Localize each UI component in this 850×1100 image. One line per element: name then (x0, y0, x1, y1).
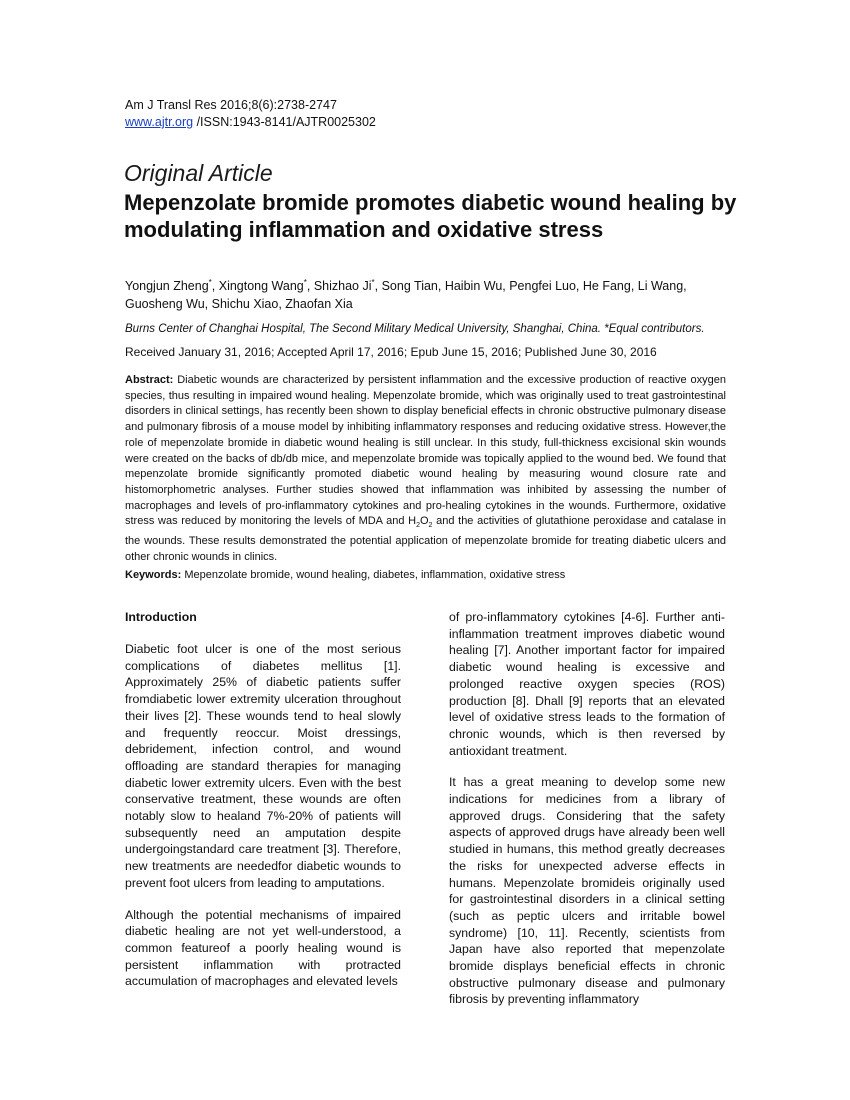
equal-contrib-mark: * (208, 278, 212, 287)
keywords (125, 567, 726, 583)
author-name: Xingtong Wang (218, 279, 304, 294)
author-name: Shizhao Ji (313, 279, 372, 294)
author-names-rest: Song Tian, Haibin Wu, Pengfei Luo, He Fang, Li Wang, Guosheng Wu, Shichu Xiao, Zhaofan Xia (125, 279, 687, 312)
keywords-label: Keywords: (125, 569, 182, 581)
journal-link-line (125, 114, 376, 131)
body-paragraph: Although the potential mechanisms of impaired diabetic healing are not yet well-understood, a common featureof a poorly healing wound is persistent inflammation with protracted accumulation of macrophages and elevated levels (125, 907, 401, 989)
body-paragraph: Diabetic foot ulcer is one of the most serious complications of diabetes mellitus [1]. Approximately 25% of diabetic patients suffer fromdiabetic lower extremity ulceration throughout their lives [2]. These wounds tend to heal slowly and frequently reoccur. Moist dressings, debridement, infection control, and wound offloading are standard therapies for managing diabetic lower extremity ulcers. Even with the best conservative treatment, these wounds are often notably slow to healand 7%-20% of patients will subsequently need an amputation despite undergoingstandard care treatment [3]. Therefore, new treatments are neededfor diabetic wounds to prevent foot ulcers from leading to amputations. (125, 642, 401, 890)
keywords-text: Mepenzolate bromide, wound healing, diabetes, inflammation, oxidative stress (184, 569, 566, 581)
author-list: Yongjun Zheng*, Xingtong Wang*, Shizhao Ji*, Song Tian, Haibin Wu, Pengfei Luo, He Fang, Li Wang, Guosheng Wu, Shichu Xiao, Zhaofan Xia (125, 278, 687, 312)
equal-contrib-mark: * (303, 278, 307, 287)
journal-link[interactable]: www.ajtr.org (125, 115, 194, 129)
abstract (125, 373, 726, 566)
left-column (125, 609, 401, 1005)
article-type: Original Article (124, 160, 273, 186)
citation-line: Am J Transl Res 2016;8(6):2738-2747 (125, 98, 337, 112)
abstract-text-a: Diabetic wounds are characterized by persistent inflammation and the excessive production of reactive oxygen species, thus resulting in impaired wound healing. Mepenzolate bromide, which was originally used to treat gastrointestinal disorders in clinical settings, has recently been shown to display beneficial effects in chronic obstructive pulmonary disease and pulmonary fibrosis of a mouse model by inhibiting inflammatory responses and reducing oxidative stress. However,the role of mepenzolate bromide in diabetic wound healing is still unclear. In this study, full-thickness excisional skin wounds were created on the backs of db/db mice, and mepenzolate bromide was topically applied to the wound bed. We found that mepenzolate bromide significantly promoted diabetic wound healing by measuring wound closure rate and histomorphometric analyses. Further studies showed that inflammation was inhibited by assessing the number of macrophages and levels of pro-inflammatory cytokines and pro-healing cytokines in the wounds. Furthermore, oxidative stress was reduced by monitoring the levels of MDA and H (125, 374, 727, 528)
publication-dates: Received January 31, 2016; Accepted April 17, 2016; Epub June 15, 2016; Published June 30, 2016 (125, 345, 657, 359)
right-column (449, 609, 725, 1023)
h2-subscript: 2 (416, 522, 420, 530)
article-title: Mepenzolate bromide promotes diabetic wound healing by modulating inflammation and oxidative stress (124, 190, 737, 242)
body-paragraph: of pro-inflammatory cytokines [4-6]. Further anti-inflammation treatment improves diabetic wound healing [7]. Another important factor for impaired diabetic wound healing is excessive and prolonged reactive oxygen species (ROS) production [8]. Dhall [9] reports that an elevated level of oxidative stress leads to the formation of chronic wounds, which is then reversed by antioxidant treatment. (449, 610, 725, 758)
o2-subscript: 2 (428, 522, 433, 530)
abstract-text-b: and the activities of glutathione peroxidase and catalase in the wounds. These results demonstrated the potential application of mepenzolate bromide for treating diabetic ulcers and other chronic wounds in clinics. (125, 515, 726, 563)
issn-text: /ISSN:1943-8141/AJTR0025302 (196, 115, 376, 129)
affiliation: Burns Center of Changhai Hospital, The Second Military Medical University, Shanghai, China. *Equal contributors. (125, 323, 705, 335)
body-paragraph: It has a great meaning to develop some new indications for medicines from a library of approved drugs. Considering that the safety aspects of approved drugs have already been well studied in humans, this method greatly decreases the risks for unexpected adverse effects in humans. Mepenzolate bromideis originally used for gastrointestinal disorders in a clinical setting (such as peptic ulcers and irritable bowel syndrome) [10, 11]. Recently, scientists from Japan have also reported that mepenzolate bromide displays beneficial effects in chronic obstructive pulmonary disease and pulmonary fibrosis by preventing inflammatory (449, 775, 725, 1007)
journal-header (125, 97, 376, 131)
introduction-heading: Introduction (125, 610, 197, 624)
o-letter: O (419, 515, 429, 528)
equal-contrib-mark: * (371, 278, 375, 287)
author-name: Yongjun Zheng (125, 279, 209, 294)
abstract-label: Abstract: (125, 374, 174, 386)
